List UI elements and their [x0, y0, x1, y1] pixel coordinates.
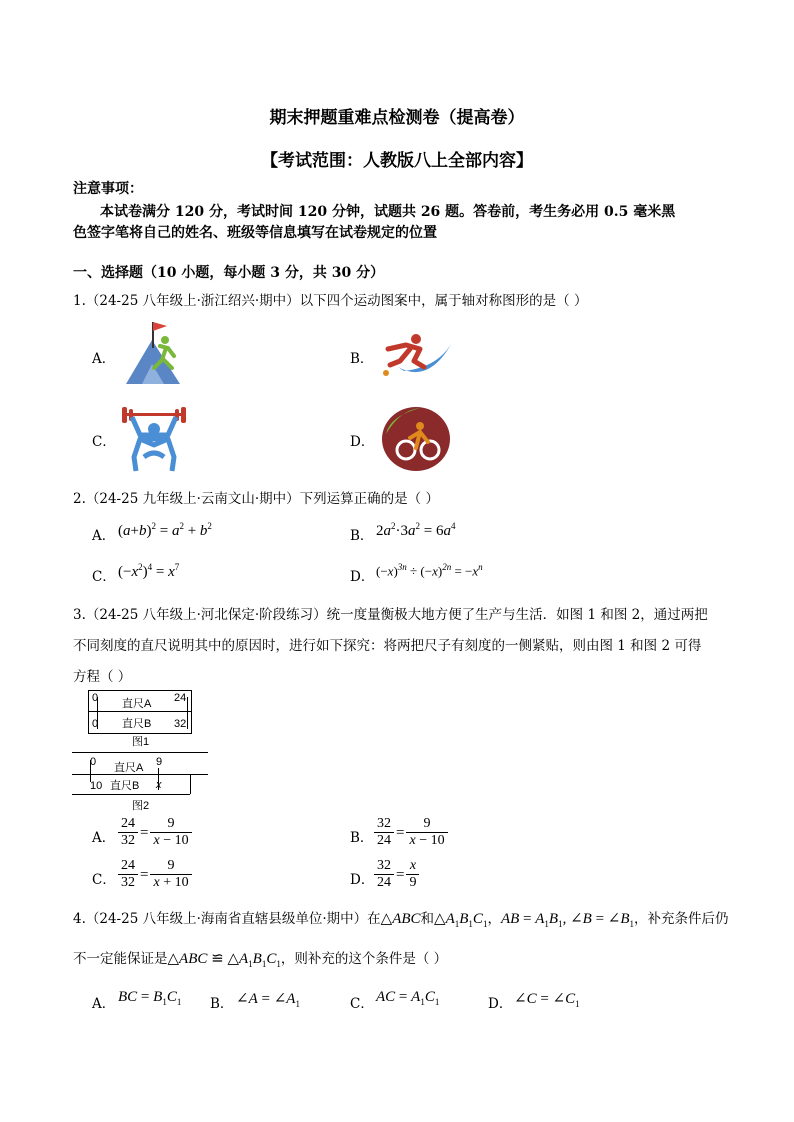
fig2-a-9: 9 [156, 756, 163, 768]
q1-option-d-label: D． [350, 434, 375, 450]
question-4-line1: 4.（24-25 八年级上·海南省直辖县级单位·期中）在△ABC和$\triangle A_1B_1C_1$，AB = $A_1B_1$, ∠B = $\angle B_1$，补充条件后仍 [73, 911, 729, 929]
q4-option-c-label: C． [350, 996, 374, 1012]
question-3-line2: 不同刻度的直尺说明其中的原因时，进行如下探究：将两把尺子有刻度的一侧紧贴，则由图 1 和图 2 可得 [73, 638, 702, 654]
q3-option-c-label: C． [92, 872, 116, 888]
q2-option-c-expr: $(-x^2)^4 = x^7$ [118, 562, 180, 580]
page-title: 期末押题重难点检测卷（提高卷） [269, 108, 525, 128]
fig2-line-top [72, 752, 208, 753]
fig1-b-32: 32 [174, 718, 187, 730]
notice-line2: 色签字笔将自己的姓名、班级等信息填写在试卷规定的位置 [73, 225, 437, 241]
q4-option-b-expr: ∠A = $\angle A_1$ [236, 991, 300, 1009]
fig1-ruler-a: 直尺A [122, 698, 152, 710]
q4-option-a-label: A． [92, 996, 116, 1012]
fig1-a-zero: 0 [92, 692, 99, 704]
q4-option-d-label: D． [488, 996, 513, 1012]
q3-option-d-label: D． [350, 872, 375, 888]
q2-option-d-label: D． [350, 569, 375, 585]
q4-stem-prefix: 4.（24-25 八年级上·海南省直辖县级单位·期中）在 [73, 911, 381, 927]
fig1-ruler-b: 直尺B [122, 718, 152, 730]
exam-scope: 【考试范围：人教版八上全部内容】 [261, 151, 533, 171]
fig2-line-bottom [72, 794, 190, 795]
fig2-a-zero: 0 [90, 756, 97, 768]
q4-option-d-expr: ∠C = $\angle C_1$ [514, 991, 580, 1009]
fig2-ruler-a: 直尺A [114, 762, 144, 774]
fig1-b-zero: 0 [92, 718, 99, 730]
fig2-ruler-b: 直尺B [110, 780, 140, 792]
figure-2-caption: 图2 [132, 800, 150, 812]
q3-option-d-expr: $\frac{32}{24}$ = $\frac{x}{9}$ [372, 858, 421, 891]
fig2-b-10: 10 [90, 780, 103, 792]
q1-runner-icon [380, 327, 460, 383]
q2-option-c-label: C． [92, 569, 116, 585]
q2-option-d-expr: $(-x)^{3n} \div (-x)^{2n} = -x^n$ [376, 562, 483, 579]
q3-option-a-label: A． [92, 830, 116, 846]
q3-option-b-label: B． [350, 830, 374, 846]
q4-line2-suffix: ，则补充的这个条件是（ ） [280, 951, 448, 967]
question-4-line2: 不一定能保证是△ABC ≌ $\triangle A_1B_1C_1$，则补充的这个条件是（ ） [73, 951, 448, 969]
q1-option-c-label: C． [92, 434, 116, 450]
q3-option-b-expr: $\frac{32}{24}$ = $\frac{9}{x - 10}$ [372, 816, 450, 849]
q4-option-b-label: B． [210, 996, 234, 1012]
q2-option-a-expr: $(a+b)^2 = a^2 + b^2$ [118, 521, 212, 539]
q3-option-a-expr: $\frac{24}{32}$ = $\frac{9}{x - 10}$ [116, 816, 194, 849]
question-3-line1: 3.（24-25 八年级上·河北保定·阶段练习）统一度量衡极大地方便了生产与生活．如图 1 和图 2，通过两把 [73, 607, 708, 623]
q1-climber-icon [122, 318, 182, 386]
q2-option-b-label: B． [350, 528, 374, 544]
question-3-line3: 方程（ ） [73, 669, 132, 685]
fig2-b-x: x [156, 779, 162, 791]
notice-label: 注意事项： [73, 181, 143, 197]
q2-option-a-label: A． [92, 528, 116, 544]
q1-cyclist-icon [380, 404, 452, 474]
question-2-stem: 2.（24-25 九年级上·云南文山·期中）下列运算正确的是（ ） [73, 491, 439, 507]
question-1-stem: 1.（24-25 八年级上·浙江绍兴·期中）以下四个运动图案中，属于轴对称图形的是（ ） [73, 293, 588, 309]
q1-option-a-label: A． [92, 351, 116, 367]
figure-1-caption: 图1 [132, 736, 150, 748]
q3-option-c-expr: $\frac{24}{32}$ = $\frac{9}{x + 10}$ [116, 858, 194, 891]
q4-option-c-expr: AC = $A_1C_1$ [376, 989, 440, 1007]
section-title: 一、选择题（10 小题，每小题 3 分，共 30 分） [73, 265, 385, 281]
fig2-line-right [190, 774, 191, 794]
q2-option-b-expr: $2a^2\cdot 3a^2 = 6a^4$ [376, 521, 456, 539]
q1-weightlifter-icon [118, 405, 190, 475]
notice-line1: 本试卷满分 120 分，考试时间 120 分钟，试题共 26 题。答卷前，考生务必用 0.5 毫米黑 [100, 204, 676, 220]
q4-option-a-expr: BC = $B_1C_1$ [118, 989, 182, 1007]
q4-line2-prefix: 不一定能保证是 [73, 951, 168, 967]
q1-option-b-label: B． [350, 351, 374, 367]
fig1-a-24: 24 [174, 692, 187, 704]
